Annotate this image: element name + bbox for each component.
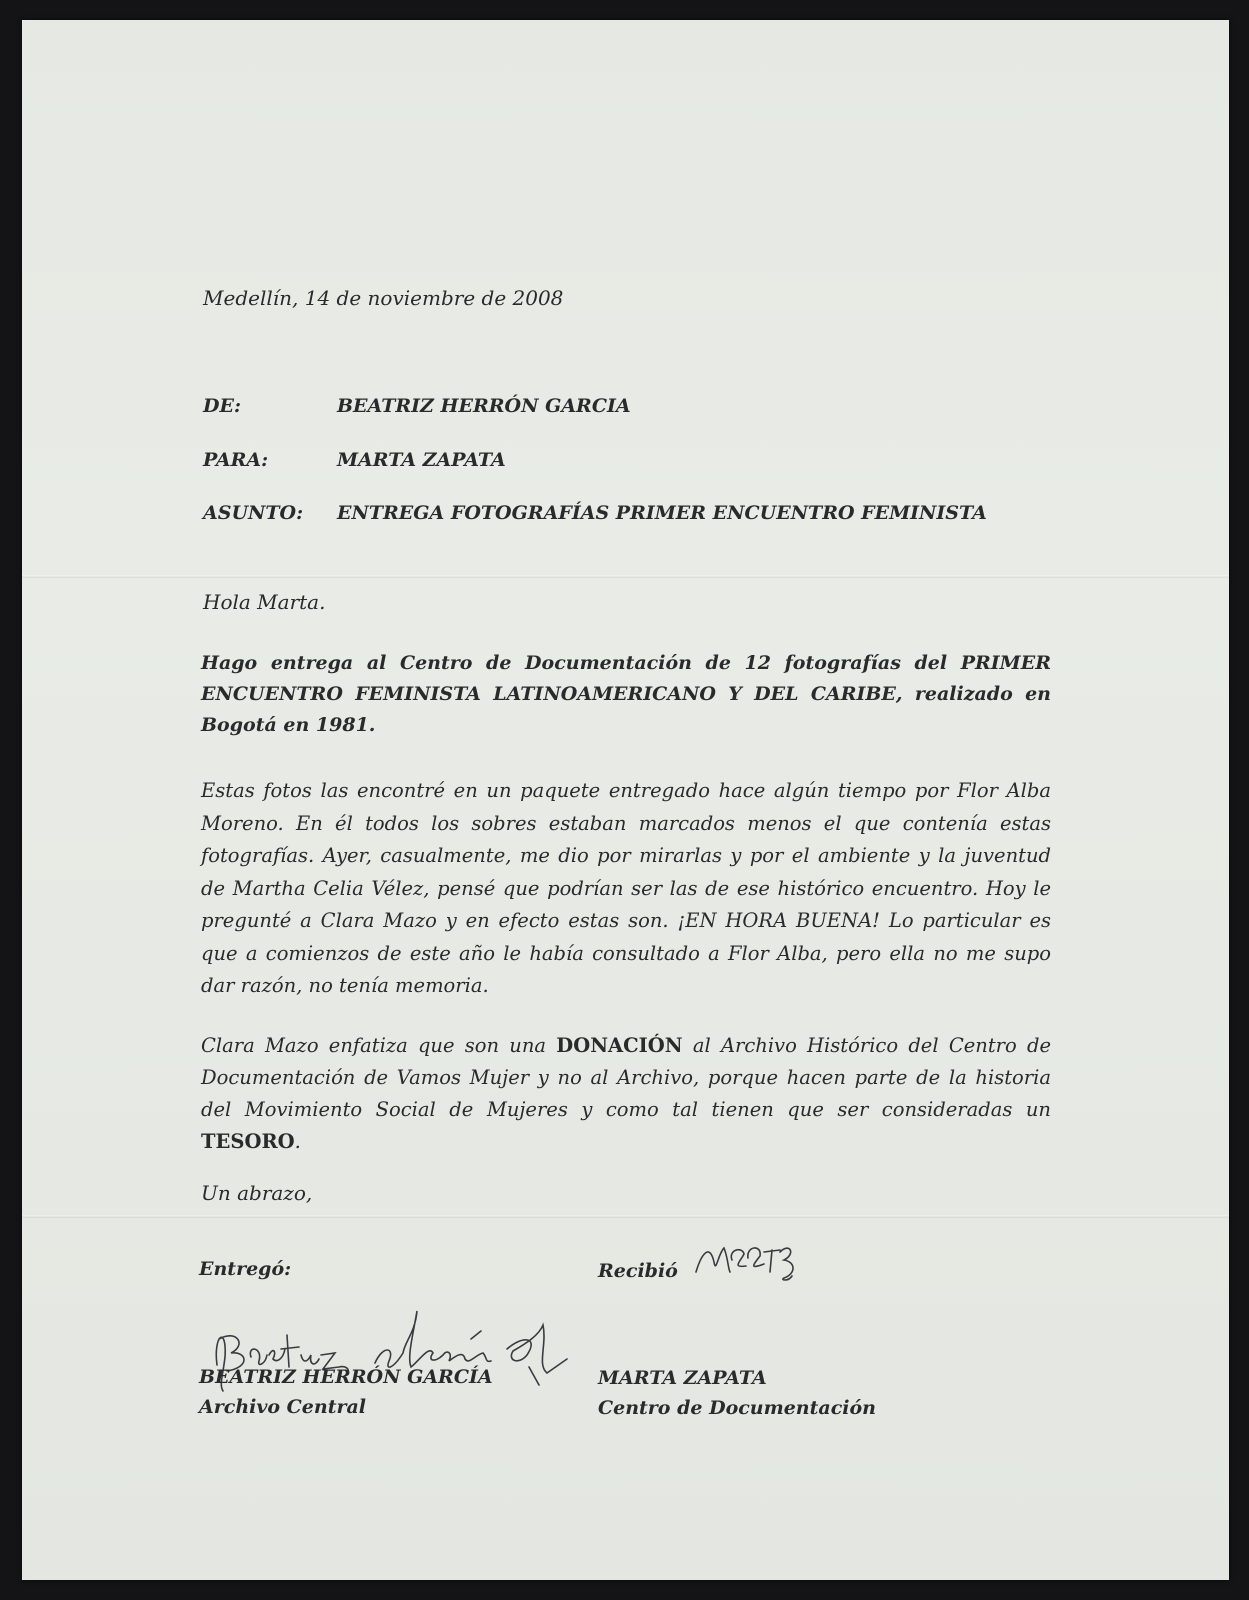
to-label: PARA: [203, 449, 269, 471]
closing: Un abrazo, [201, 1181, 313, 1205]
receiver-role: Centro de Documentación [598, 1397, 876, 1419]
subject-value: ENTREGA FOTOGRAFÍAS PRIMER ENCUENTRO FEMINISTA [337, 502, 987, 524]
from-value: BEATRIZ HERRÓN GARCIA [337, 395, 631, 417]
donation-text: . [294, 1130, 301, 1153]
treasure-emphasis: TESORO [201, 1130, 295, 1153]
donation-text: al Archivo Histórico del Centro de Documentación de Vamos Mujer y no al Archivo, porque hacen parte de la historia del Movimiento Social de Mujeres y como tal tienen que ser consideradas un [201, 1034, 1051, 1121]
from-label: DE: [203, 395, 241, 417]
paper-fold [22, 1215, 1229, 1218]
receiver-name: MARTA ZAPATA [598, 1367, 767, 1389]
donation-text: Clara Mazo enfatiza que son una [201, 1034, 557, 1057]
deliverer-name: BEATRIZ HERRÓN GARCÍA [199, 1366, 493, 1388]
receiver-initials-signature [692, 1232, 812, 1292]
paragraph-story: Estas fotos las encontré en un paquete entregado hace algún tiempo por Flor Alba Moreno. En él todos los sobres estaban marcados menos el que contenía estas fotografías. Ayer, casualmente, me dio por mirarlas y por el ambiente y la juventud de Martha Celia Vélez, pensé que podrían ser las de ese histórico encuentro. Hoy le pregunté a Clara Mazo y en efecto estas son. ¡EN HORA BUENA! Lo particular es que a comienzos de este año le había consultado a Flor Alba, pero ella no me supo dar razón, no tenía memoria. [201, 779, 1051, 997]
delivered-label: Entregó: [199, 1258, 292, 1280]
letter-date: Medellín, 14 de noviembre de 2008 [203, 286, 564, 310]
donation-emphasis: DONACIÓN [556, 1034, 683, 1057]
to-value: MARTA ZAPATA [337, 449, 506, 471]
paper-fold [22, 575, 1229, 578]
subject-label: ASUNTO: [203, 502, 304, 524]
greeting: Hola Marta. [203, 590, 326, 614]
paragraph-delivery: Hago entrega al Centro de Documentación de 12 fotografías del PRIMER ENCUENTRO FEMINISTA LATINOAMERICANO Y DEL CARIBE, realizado en Bogotá en 1981. [201, 652, 1051, 736]
paragraph-donation [201, 1030, 1051, 1158]
received-label: Recibió [598, 1260, 678, 1282]
letter-page [22, 20, 1229, 1580]
deliverer-role: Archivo Central [199, 1396, 367, 1418]
